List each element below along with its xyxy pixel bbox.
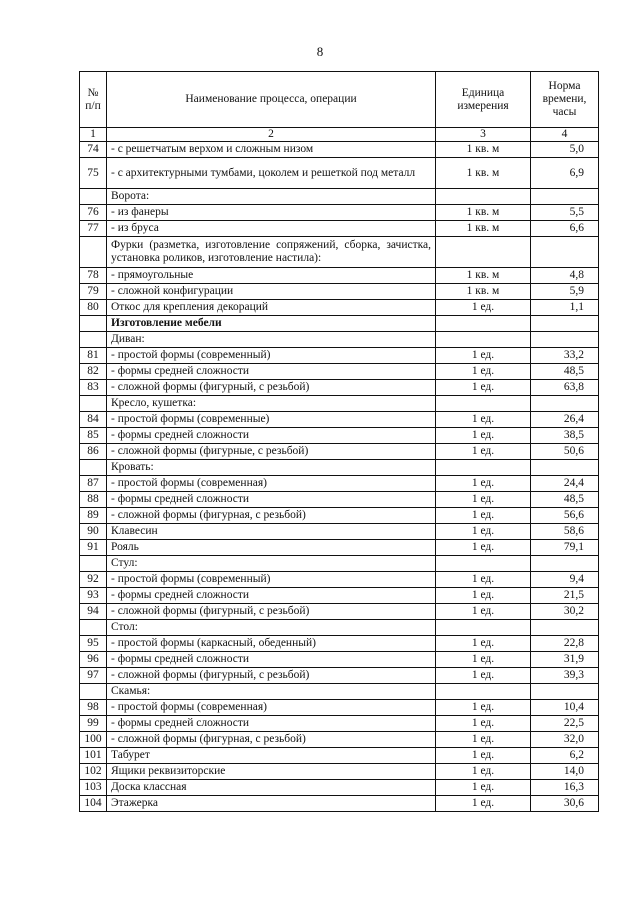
operation-name: - простой формы (современная) xyxy=(107,700,436,716)
operation-name: - формы средней сложности xyxy=(107,428,436,444)
unit-of-measure: 1 ед. xyxy=(436,668,531,684)
table-row xyxy=(80,221,599,237)
time-norm: 22,5 xyxy=(531,716,599,732)
operation-name: - с решетчатым верхом и сложным низом xyxy=(107,142,436,158)
time-norm: 1,1 xyxy=(531,300,599,316)
operation-name: Кресло, кушетка: xyxy=(107,396,436,412)
time-norm: 39,3 xyxy=(531,668,599,684)
operation-name: - простой формы (современные) xyxy=(107,412,436,428)
table-row xyxy=(80,620,599,636)
operation-name: - сложной формы (фигурные, с резьбой) xyxy=(107,444,436,460)
time-norm: 50,6 xyxy=(531,444,599,460)
unit-of-measure: 1 ед. xyxy=(436,508,531,524)
operation-name: Стул: xyxy=(107,556,436,572)
row-number: 77 xyxy=(80,221,107,237)
unit-of-measure: 1 ед. xyxy=(436,748,531,764)
unit-of-measure xyxy=(436,684,531,700)
table-row xyxy=(80,380,599,396)
row-number: 94 xyxy=(80,604,107,620)
table-row xyxy=(80,716,599,732)
row-number xyxy=(80,237,107,268)
unit-of-measure: 1 ед. xyxy=(436,796,531,812)
time-norm: 5,9 xyxy=(531,284,599,300)
row-number: 104 xyxy=(80,796,107,812)
column-index: 2 xyxy=(107,128,436,142)
operation-name: Изготовление мебели xyxy=(107,316,436,332)
table-row xyxy=(80,300,599,316)
operation-name: Клавесин xyxy=(107,524,436,540)
time-norm: 6,2 xyxy=(531,748,599,764)
operation-name: Табурет xyxy=(107,748,436,764)
table-row xyxy=(80,205,599,221)
operation-name: - формы средней сложности xyxy=(107,588,436,604)
operation-name: Стол: xyxy=(107,620,436,636)
time-norm: 58,6 xyxy=(531,524,599,540)
unit-of-measure: 1 ед. xyxy=(436,364,531,380)
table-row xyxy=(80,524,599,540)
row-number: 95 xyxy=(80,636,107,652)
unit-of-measure: 1 кв. м xyxy=(436,158,531,189)
row-number: 84 xyxy=(80,412,107,428)
table-row xyxy=(80,556,599,572)
unit-of-measure: 1 кв. м xyxy=(436,221,531,237)
time-norm: 48,5 xyxy=(531,364,599,380)
row-number: 90 xyxy=(80,524,107,540)
operation-name: - сложной формы (фигурный, с резьбой) xyxy=(107,380,436,396)
row-number xyxy=(80,316,107,332)
row-number: 81 xyxy=(80,348,107,364)
time-norm: 32,0 xyxy=(531,732,599,748)
table-row xyxy=(80,764,599,780)
header-name: Наименование процесса, операции xyxy=(107,72,436,128)
time-norm xyxy=(531,396,599,412)
table-row xyxy=(80,332,599,348)
time-norm: 6,6 xyxy=(531,221,599,237)
table-row xyxy=(80,572,599,588)
time-norm: 10,4 xyxy=(531,700,599,716)
row-number: 92 xyxy=(80,572,107,588)
operation-name: Рояль xyxy=(107,540,436,556)
table-row xyxy=(80,237,599,268)
unit-of-measure xyxy=(436,316,531,332)
unit-of-measure: 1 ед. xyxy=(436,652,531,668)
unit-of-measure xyxy=(436,332,531,348)
row-number: 75 xyxy=(80,158,107,189)
row-number: 76 xyxy=(80,205,107,221)
operation-name: Скамья: xyxy=(107,684,436,700)
unit-of-measure xyxy=(436,620,531,636)
header-unit: Единица измерения xyxy=(436,72,531,128)
time-norm: 26,4 xyxy=(531,412,599,428)
operation-name: Диван: xyxy=(107,332,436,348)
row-number: 91 xyxy=(80,540,107,556)
operation-name: - сложной конфигурации xyxy=(107,284,436,300)
table-row xyxy=(80,158,599,189)
unit-of-measure: 1 ед. xyxy=(436,300,531,316)
header-num: № п/п xyxy=(80,72,107,128)
header-norm: Норма времени, часы xyxy=(531,72,599,128)
table-header xyxy=(80,72,599,142)
operation-name: - из фанеры xyxy=(107,205,436,221)
row-number xyxy=(80,620,107,636)
row-number: 89 xyxy=(80,508,107,524)
table-row xyxy=(80,796,599,812)
row-number: 86 xyxy=(80,444,107,460)
time-norm xyxy=(531,237,599,268)
operation-name: - формы средней сложности xyxy=(107,364,436,380)
column-index: 4 xyxy=(531,128,599,142)
table-row xyxy=(80,460,599,476)
row-number: 88 xyxy=(80,492,107,508)
unit-of-measure xyxy=(436,189,531,205)
operation-name: Ворота: xyxy=(107,189,436,205)
unit-of-measure: 1 кв. м xyxy=(436,268,531,284)
table-row xyxy=(80,396,599,412)
unit-of-measure: 1 кв. м xyxy=(436,205,531,221)
time-norm: 9,4 xyxy=(531,572,599,588)
time-norm: 21,5 xyxy=(531,588,599,604)
row-number xyxy=(80,189,107,205)
time-norm: 5,5 xyxy=(531,205,599,221)
operation-name: - сложной формы (фигурный, с резьбой) xyxy=(107,668,436,684)
table-row xyxy=(80,652,599,668)
unit-of-measure xyxy=(436,556,531,572)
unit-of-measure: 1 ед. xyxy=(436,700,531,716)
unit-of-measure: 1 ед. xyxy=(436,444,531,460)
row-number: 102 xyxy=(80,764,107,780)
time-norm xyxy=(531,556,599,572)
row-number: 80 xyxy=(80,300,107,316)
time-norm: 24,4 xyxy=(531,476,599,492)
unit-of-measure: 1 ед. xyxy=(436,348,531,364)
row-number: 83 xyxy=(80,380,107,396)
time-norm: 16,3 xyxy=(531,780,599,796)
row-number: 101 xyxy=(80,748,107,764)
unit-of-measure: 1 ед. xyxy=(436,716,531,732)
unit-of-measure: 1 ед. xyxy=(436,764,531,780)
unit-of-measure: 1 ед. xyxy=(436,524,531,540)
row-number xyxy=(80,684,107,700)
unit-of-measure: 1 кв. м xyxy=(436,142,531,158)
time-norm: 14,0 xyxy=(531,764,599,780)
row-number xyxy=(80,396,107,412)
table-row xyxy=(80,604,599,620)
operation-name: - сложной формы (фигурная, с резьбой) xyxy=(107,732,436,748)
time-norms-table xyxy=(79,71,599,812)
unit-of-measure: 1 ед. xyxy=(436,476,531,492)
row-number: 93 xyxy=(80,588,107,604)
unit-of-measure: 1 кв. м xyxy=(436,284,531,300)
time-norm: 22,8 xyxy=(531,636,599,652)
row-number xyxy=(80,460,107,476)
time-norm: 6,9 xyxy=(531,158,599,189)
operation-name: Фурки (разметка, изготовление сопряжений, сборка, зачистка, установка роликов, изготовление настила): xyxy=(107,237,436,268)
operation-name: - простой формы (современный) xyxy=(107,348,436,364)
unit-of-measure: 1 ед. xyxy=(436,636,531,652)
time-norm: 30,6 xyxy=(531,796,599,812)
unit-of-measure xyxy=(436,396,531,412)
unit-of-measure: 1 ед. xyxy=(436,572,531,588)
row-number: 74 xyxy=(80,142,107,158)
table-row xyxy=(80,428,599,444)
operation-name: Ящики реквизиторские xyxy=(107,764,436,780)
table-row xyxy=(80,732,599,748)
table-body xyxy=(80,142,599,812)
operation-name: - прямоугольные xyxy=(107,268,436,284)
row-number: 85 xyxy=(80,428,107,444)
operation-name: - простой формы (каркасный, обеденный) xyxy=(107,636,436,652)
table-row xyxy=(80,364,599,380)
table-row xyxy=(80,780,599,796)
row-number: 98 xyxy=(80,700,107,716)
table-row xyxy=(80,348,599,364)
table-row xyxy=(80,412,599,428)
time-norm xyxy=(531,460,599,476)
unit-of-measure: 1 ед. xyxy=(436,412,531,428)
table-row xyxy=(80,508,599,524)
operation-name: - формы средней сложности xyxy=(107,492,436,508)
row-number: 79 xyxy=(80,284,107,300)
row-number: 87 xyxy=(80,476,107,492)
table-row xyxy=(80,142,599,158)
operation-name: - из бруса xyxy=(107,221,436,237)
unit-of-measure: 1 ед. xyxy=(436,732,531,748)
time-norm: 79,1 xyxy=(531,540,599,556)
time-norm xyxy=(531,332,599,348)
time-norm: 56,6 xyxy=(531,508,599,524)
table-row xyxy=(80,476,599,492)
table-row xyxy=(80,492,599,508)
operation-name: - простой формы (современный) xyxy=(107,572,436,588)
time-norm: 4,8 xyxy=(531,268,599,284)
operation-name: - формы средней сложности xyxy=(107,652,436,668)
row-number: 103 xyxy=(80,780,107,796)
time-norm: 5,0 xyxy=(531,142,599,158)
unit-of-measure xyxy=(436,460,531,476)
operation-name: Откос для крепления декораций xyxy=(107,300,436,316)
row-number xyxy=(80,556,107,572)
time-norm: 63,8 xyxy=(531,380,599,396)
operation-name: Этажерка xyxy=(107,796,436,812)
row-number: 82 xyxy=(80,364,107,380)
operation-name: - сложной формы (фигурная, с резьбой) xyxy=(107,508,436,524)
row-number: 100 xyxy=(80,732,107,748)
table-row xyxy=(80,444,599,460)
row-number: 97 xyxy=(80,668,107,684)
table-row xyxy=(80,748,599,764)
table-row xyxy=(80,636,599,652)
time-norm: 33,2 xyxy=(531,348,599,364)
unit-of-measure: 1 ед. xyxy=(436,428,531,444)
unit-of-measure: 1 ед. xyxy=(436,492,531,508)
unit-of-measure xyxy=(436,237,531,268)
table-row xyxy=(80,668,599,684)
row-number: 78 xyxy=(80,268,107,284)
unit-of-measure: 1 ед. xyxy=(436,380,531,396)
operation-name: - с архитектурными тумбами, цоколем и решеткой под металл xyxy=(107,158,436,189)
time-norm: 38,5 xyxy=(531,428,599,444)
time-norm: 48,5 xyxy=(531,492,599,508)
operation-name: Доска классная xyxy=(107,780,436,796)
table-row xyxy=(80,316,599,332)
unit-of-measure: 1 ед. xyxy=(436,588,531,604)
column-index: 3 xyxy=(436,128,531,142)
time-norm xyxy=(531,316,599,332)
table-row xyxy=(80,588,599,604)
table-row xyxy=(80,700,599,716)
row-number xyxy=(80,332,107,348)
unit-of-measure: 1 ед. xyxy=(436,780,531,796)
unit-of-measure: 1 ед. xyxy=(436,540,531,556)
table-row xyxy=(80,684,599,700)
time-norm xyxy=(531,684,599,700)
column-index: 1 xyxy=(80,128,107,142)
operation-name: - простой формы (современная) xyxy=(107,476,436,492)
row-number: 99 xyxy=(80,716,107,732)
table-row xyxy=(80,189,599,205)
table-row xyxy=(80,284,599,300)
unit-of-measure: 1 ед. xyxy=(436,604,531,620)
column-index-row xyxy=(80,128,599,142)
time-norm xyxy=(531,620,599,636)
time-norm: 31,9 xyxy=(531,652,599,668)
operation-name: - формы средней сложности xyxy=(107,716,436,732)
table-row xyxy=(80,540,599,556)
row-number: 96 xyxy=(80,652,107,668)
time-norm xyxy=(531,189,599,205)
operation-name: - сложной формы (фигурный, с резьбой) xyxy=(107,604,436,620)
operation-name: Кровать: xyxy=(107,460,436,476)
time-norm: 30,2 xyxy=(531,604,599,620)
page-number: 8 xyxy=(316,44,324,59)
table-row xyxy=(80,268,599,284)
